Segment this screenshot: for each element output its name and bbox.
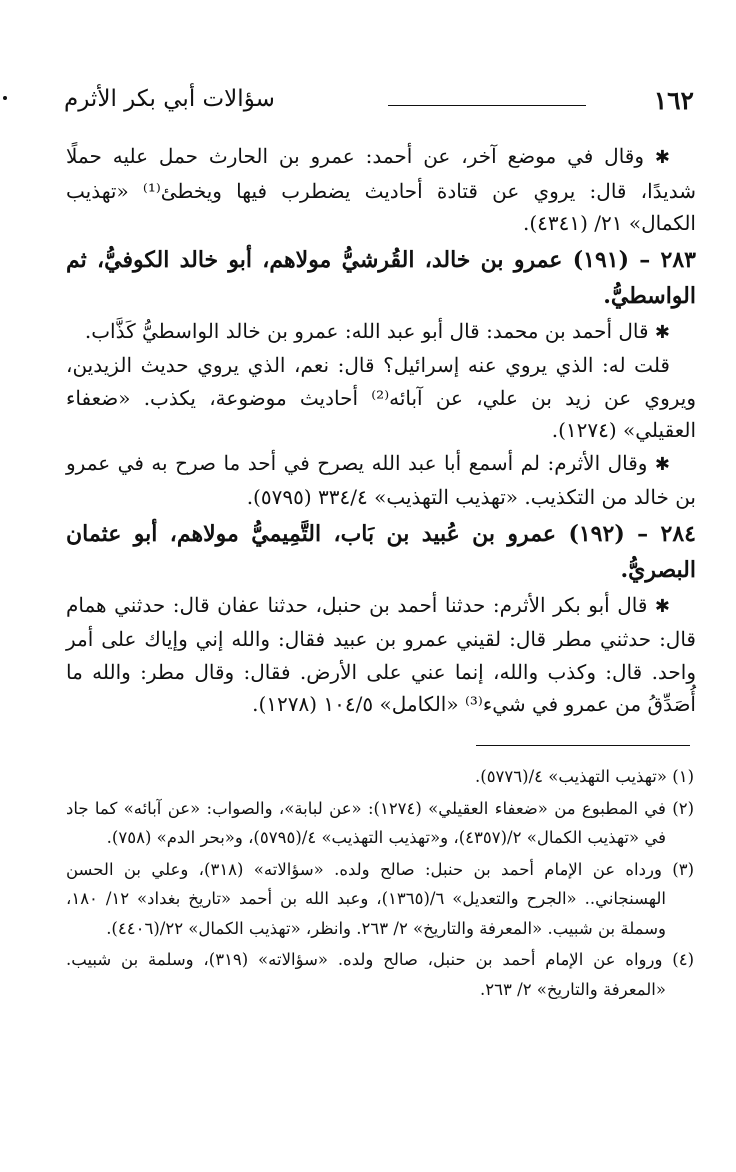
- footnote: (١) «تهذيب التهذيب» ٤/(٥٧٧٦).: [475, 767, 694, 786]
- paragraph: قلت له: الذي يروي عنه إسرائيل؟ قال: نعم، الذي يروي حديث الزيدين، ويروي عن زيد بن علي، عن آبائه⁽²⁾ أحاديث موضوعة، يكذب. «ضعفاء العقيلي» (١٢٧٤).: [66, 353, 696, 442]
- footnote: (٢) في المطبوع من «ضعفاء العقيلي» (١٢٧٤): «عن لبابة»، والصواب: «عن آبائه» كما جاد في «تهذيب الكمال» ٢/(٤٣٥٧)، و«تهذيب التهذيب» ٤/(٥٧٩٥)، و«بحر الدم» (٧٥٨).: [66, 798, 694, 847]
- paragraph-text: قال أبو بكر الأثرم: حدثنا أحمد بن حنبل، حدثنا عفان قال: حدثني همام قال: حدثني مطر قال: لقيني عمرو بن عبيد فقال: والله إني وإياك على أمر واحد. قال: وكذب والله، إنما عني على الأرض. فقال: وقال مطر: والله ما أُصَدِّقُ من عمرو في شيء⁽³⁾ «الكامل» ١٠٤/٥ (١٢٧٨).: [66, 592, 696, 716]
- page-header: [64, 86, 694, 122]
- entry-heading-284: ٢٨٤ – (١٩٢) عمرو بن عُبيد بن بَاب، التَّمِيميُّ مولاهم، أبو عثمان البصريُّ.: [66, 520, 696, 583]
- margin-mark: [3, 96, 7, 100]
- running-title: سؤالات أبي بكر الأثرم: [64, 86, 275, 112]
- paragraph-text: قال أحمد بن محمد: قال أبو عبد الله: عمرو بن خالد الواسطيُّ كَذَّاب.: [84, 318, 649, 343]
- paragraph-text: وقال الأثرم: لم أسمع أبا عبد الله يصرح في أحد ما صرح به في عمرو بن خالد من التكذيب. «تهذيب التهذيب» ٣٣٤/٤ (٥٧٩٥).: [66, 450, 696, 509]
- footnote: (٣) ورداه عن الإمام أحمد بن حنبل: صالح ولده. «سؤالاته» (٣١٨)، وعلي بن الحسن الهسنجاني.. «الجرح والتعديل» ٦/(١٣٦٥)، وعبد الله بن أحمد «تاريخ بغداد» ١٢/ ١٨٠، وسملة بن شبيب. «المعرفة والتاريخ» ٢/ ٢٦٣. وانظر، «تهذيب الكمال» ٢٢/(٤٤٠٦).: [66, 859, 694, 938]
- paragraph-text: وقال في موضع آخر، عن أحمد: عمرو بن الحارث حمل عليه حملًا شديدًا، قال: يروي عن قتادة أحاديث يضطرب فيها ويخطئ⁽¹⁾ «تهذيب الكمال» ٢١/ (٤٣٤١).: [66, 144, 696, 235]
- header-rule: [388, 105, 586, 106]
- main-text: [66, 140, 696, 721]
- entry-heading-283: ٢٨٣ – (١٩١) عمرو بن خالد، القُرشيُّ مولاهم، أبو خالد الكوفيُّ، ثم الواسطيُّ.: [66, 246, 696, 309]
- footnotes: [66, 762, 694, 1006]
- paragraph: [66, 140, 696, 240]
- footnote: (٤) ورواه عن الإمام أحمد بن حنبل، صالح ولده. «سؤالاته» (٣١٩)، وسلمة بن شبيب. «المعرفة والتاريخ» ٢/ ٢٦٣.: [66, 950, 694, 999]
- paragraph: [66, 589, 696, 721]
- asterisk-icon: ✱: [654, 453, 671, 475]
- asterisk-icon: ✱: [654, 147, 670, 168]
- asterisk-icon: ✱: [654, 321, 670, 343]
- asterisk-icon: ✱: [654, 595, 671, 617]
- page-number: ١٦٢: [653, 86, 694, 115]
- footnote-separator: [476, 745, 690, 746]
- paragraph: [66, 315, 696, 350]
- paragraph: [66, 447, 696, 514]
